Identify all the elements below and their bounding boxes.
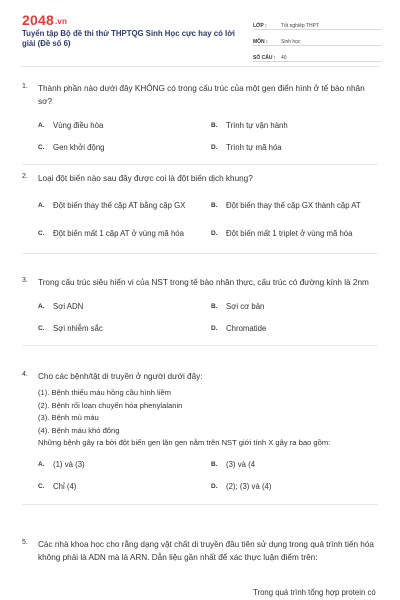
- option-text: Trình tự vận hành: [226, 120, 288, 130]
- option-letter: D.: [211, 324, 218, 332]
- option-b[interactable]: [211, 295, 384, 317]
- option-text: Sợi cơ bản: [226, 301, 265, 311]
- options: [38, 295, 378, 339]
- statement-4: (4). Bệnh máu khó đông: [38, 425, 120, 435]
- site-logo[interactable]: [22, 12, 67, 28]
- question-text: Loại đột biến nào sau đây được coi là đột biến dịch khung?: [38, 174, 253, 183]
- logo-suffix: .vn: [54, 16, 68, 26]
- document-header: [0, 0, 400, 64]
- question-text: Các nhà khoa học cho rằng dạng vật chất di truyền đầu tiên sử dụng trong quá trình tiến hóa không phải là ADN mà là ARN. Dẫn liệu gần nhất để xác thực luận điểm trên:: [38, 540, 374, 562]
- question-number: 4.: [22, 371, 28, 378]
- option-letter: A.: [38, 461, 45, 468]
- statement-prompt: Những bệnh gây ra bởi đột biến gen lặn gen nằm trên NST giới tính X gây ra bao gồm:: [38, 438, 331, 447]
- option-text: Vùng điều hòa: [53, 120, 104, 130]
- option-letter: D.: [211, 143, 218, 151]
- option-text: Trình tự mã hóa: [226, 142, 282, 152]
- option-c[interactable]: [38, 136, 211, 158]
- options: [38, 454, 378, 498]
- question-divider: [22, 164, 378, 165]
- exam-title: Tuyển tập Bộ đề thi thử THPTQG Sinh Học cực hay có lời giải (Đề số 6): [22, 29, 235, 48]
- question-5: [22, 538, 378, 564]
- option-text: Đột biến mất 1 triplet ở vùng mã hóa: [226, 228, 353, 238]
- statement-2: (2). Bệnh rối loạn chuyển hóa phenylalanin: [38, 400, 183, 410]
- option-text: Sợi nhiễm sắc: [53, 323, 103, 333]
- question-statements: [38, 387, 378, 450]
- option-letter: A.: [38, 201, 45, 209]
- option-letter: D.: [211, 229, 218, 237]
- option-b[interactable]: [211, 114, 384, 136]
- option-text: (2); (3) và (4): [226, 482, 272, 491]
- question-divider: [22, 253, 378, 254]
- question-number: 3.: [22, 277, 28, 284]
- question-text: Cho các bệnh/tật di truyền ở người dưới đây:: [38, 372, 203, 381]
- option-letter: C.: [38, 483, 45, 490]
- meta-value: 40: [281, 55, 287, 61]
- question-number: 5.: [22, 539, 28, 546]
- meta-row-subject: [253, 30, 381, 46]
- option-letter: B.: [211, 121, 218, 129]
- options: [38, 114, 378, 158]
- question-number: 2.: [22, 173, 28, 180]
- question-divider: [22, 504, 378, 505]
- header-divider: [20, 66, 380, 67]
- option-d[interactable]: [211, 219, 384, 247]
- question-text: Thành phần nào dưới đây KHÔNG có trong cấu trúc của một gen điển hình ở tế bào nhân sơ?: [38, 84, 365, 106]
- option-a[interactable]: [38, 454, 211, 476]
- question-1: [22, 82, 378, 165]
- option-c[interactable]: [38, 476, 211, 498]
- statement-3: (3). Bệnh mù màu: [38, 413, 99, 422]
- meta-row-count: [253, 46, 381, 62]
- option-a[interactable]: [38, 295, 211, 317]
- options: [38, 191, 378, 247]
- question-4: [22, 370, 378, 505]
- option-text: Đột biến mất 1 cặp AT ở vùng mã hóa: [53, 228, 184, 238]
- option-letter: B.: [211, 302, 218, 310]
- option-letter: B.: [211, 201, 218, 209]
- meta-value: Sinh học: [281, 39, 301, 45]
- option-b-partial[interactable]: Trong quá trình tổng hợp protein có: [253, 588, 376, 597]
- option-d[interactable]: [211, 136, 384, 158]
- question-2: [22, 172, 378, 254]
- option-text: Đột biến thay thế cặp AT bằng cặp GX: [53, 200, 186, 210]
- option-text: (1) và (3): [53, 460, 85, 469]
- statement-1: (1). Bệnh thiếu máu hồng cầu hình liềm: [38, 388, 171, 397]
- option-letter: B.: [211, 461, 218, 468]
- exam-meta: [253, 14, 381, 62]
- meta-label: MÔN :: [253, 39, 268, 45]
- option-a[interactable]: [38, 114, 211, 136]
- question-text: Trong cấu trúc siêu hiển vi của NST trong tế bào nhân thực, cấu trúc có đường kính là 2nm: [38, 278, 369, 287]
- option-text: Chỉ (4): [53, 482, 77, 491]
- meta-label: SỐ CÂU :: [253, 55, 276, 61]
- option-text: Chromatide: [226, 323, 267, 333]
- option-text: Đột biến thay thế cặp GX thành cặp AT: [226, 200, 361, 210]
- question-divider: [22, 345, 378, 346]
- logo-text: 2048: [22, 12, 54, 28]
- option-text: Gen khởi động: [53, 142, 105, 152]
- option-letter: C.: [38, 229, 45, 237]
- option-text: Sợi ADN: [53, 301, 84, 311]
- option-a[interactable]: [38, 191, 211, 219]
- option-letter: A.: [38, 121, 45, 129]
- option-b[interactable]: [211, 454, 384, 476]
- meta-value: Tốt nghiệp THPT: [281, 23, 319, 29]
- option-d[interactable]: [211, 317, 384, 339]
- option-d[interactable]: [211, 476, 384, 498]
- option-text: (3) và (4: [226, 460, 256, 469]
- option-letter: A.: [38, 302, 45, 310]
- option-b[interactable]: [211, 191, 384, 219]
- option-c[interactable]: [38, 219, 211, 247]
- question-3: [22, 276, 378, 346]
- option-c[interactable]: [38, 317, 211, 339]
- meta-row-class: [253, 14, 381, 30]
- option-letter: C.: [38, 143, 45, 151]
- option-letter: D.: [211, 483, 218, 490]
- meta-label: LỚP :: [253, 23, 267, 29]
- option-letter: C.: [38, 324, 45, 332]
- question-number: 1.: [22, 83, 28, 90]
